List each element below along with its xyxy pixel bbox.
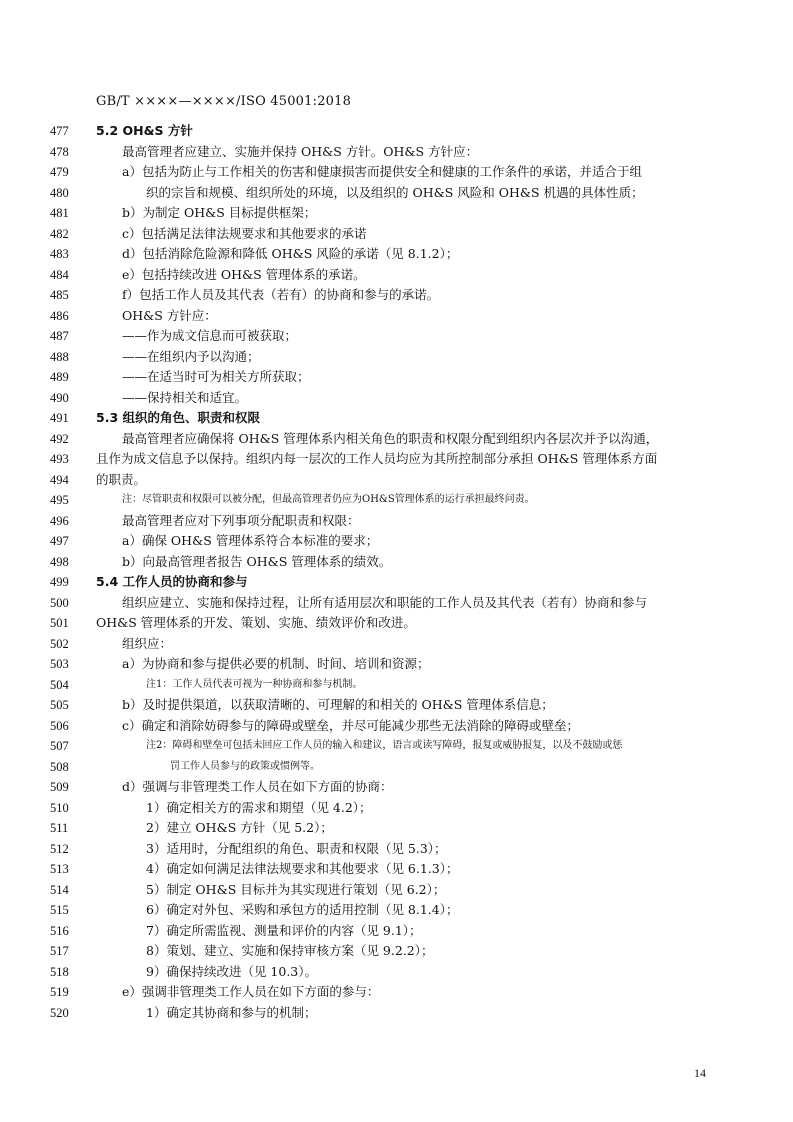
line-text: 最高管理者应确保将 OH&S 管理体系内相关角色的职责和权限分配到组织内各层次并予以沟通，	[122, 430, 659, 446]
line-number: 482	[50, 226, 69, 241]
text-line	[0, 900, 793, 921]
text-line	[0, 203, 793, 224]
line-text: d）强调与非管理类工作人员在如下方面的协商：	[122, 779, 393, 794]
line-text: f）包括工作人员及其代表（若有）的协商和参与的承诺。	[122, 287, 440, 302]
text-line	[0, 183, 793, 204]
line-number: 491	[50, 411, 69, 425]
text-line	[0, 695, 793, 716]
text-line	[0, 142, 793, 163]
line-number: 513	[50, 862, 69, 876]
line-number: 500	[50, 595, 69, 610]
note-text: 注1：工作人员代表可视为一种协商和参与机制。	[146, 678, 363, 690]
text-line	[0, 675, 793, 696]
text-line	[0, 839, 793, 860]
text-line	[0, 880, 793, 901]
line-number: 515	[50, 903, 69, 917]
line-text: b）向最高管理者报告 OH&S 管理体系的绩效。	[122, 553, 392, 569]
line-number: 501	[50, 616, 69, 630]
line-number: 495	[50, 493, 69, 507]
line-text: 1）确定相关方的需求和期望（见 4.2）；	[146, 799, 372, 815]
text-line	[0, 757, 793, 778]
line-number: 519	[50, 985, 69, 999]
line-text: 1）确定其协商和参与的机制；	[146, 1004, 317, 1020]
line-number: 489	[50, 370, 69, 384]
text-line	[0, 285, 793, 306]
line-number: 490	[50, 390, 69, 405]
line-text: 组织应建立、实施和保持过程，让所有适用层次和职能的工作人员及其代表（若有）协商和参与	[122, 594, 648, 610]
text-line	[0, 531, 793, 552]
section-heading: 5.2 OH&S 方针	[96, 123, 193, 138]
text-line	[0, 1003, 793, 1024]
line-text: 2）建立 OH&S 方针（见 5.2）；	[146, 820, 333, 835]
line-number: 516	[50, 923, 69, 938]
line-number: 510	[50, 800, 69, 815]
line-number: 499	[50, 575, 69, 589]
note-text: 罚工作人员参与的政策或惯例等。	[170, 760, 320, 772]
line-text: 8）策划、建立、实施和保持审核方案（见 9.2.2）；	[146, 943, 434, 958]
line-number: 503	[50, 657, 69, 671]
line-number: 483	[50, 247, 69, 261]
line-text: 最高管理者应建立、实施并保持 OH&S 方针。OH&S 方针应：	[122, 143, 479, 159]
note-text: 注：尽管职责和权限可以被分配，但最高管理者仍应为OH&S管理体系的运行承担最终问责。	[122, 494, 535, 505]
text-line	[0, 449, 793, 470]
line-text: 5）制定 OH&S 目标并为其实现进行策划（见 6.2）；	[146, 881, 446, 897]
line-text: 的职责。	[96, 471, 147, 487]
line-text: c）确定和消除妨碍参与的障碍或壁垒，并尽可能减少那些无法消除的障碍或壁垒；	[122, 717, 580, 733]
text-line	[0, 470, 793, 491]
text-line	[0, 962, 793, 983]
line-text: 最高管理者应对下列事项分配职责和权限：	[122, 512, 360, 528]
line-text: e）包括持续改进 OH&S 管理体系的承诺。	[122, 266, 366, 282]
line-number: 493	[50, 452, 69, 466]
line-number: 479	[50, 165, 69, 179]
text-line	[0, 347, 793, 368]
line-text: ——在组织内予以沟通；	[122, 348, 260, 364]
page-number: 14	[694, 1066, 706, 1080]
line-text: OH&S 方针应：	[122, 307, 217, 323]
text-line	[0, 388, 793, 409]
line-number: 496	[50, 513, 69, 528]
text-line	[0, 654, 793, 675]
line-number: 507	[50, 739, 69, 753]
text-line	[0, 736, 793, 757]
text-line	[0, 859, 793, 880]
note-text: 注2：障碍和壁垒可包括未回应工作人员的输入和建议，语言或读写障碍，报复或威胁报复，以及不鼓励或惩	[146, 740, 623, 751]
text-line	[0, 265, 793, 286]
text-line	[0, 552, 793, 573]
text-line	[0, 408, 793, 429]
text-line	[0, 982, 793, 1003]
text-line	[0, 224, 793, 245]
line-number: 480	[50, 185, 69, 200]
section-heading: 5.3 组织的角色、职责和权限	[96, 410, 260, 425]
line-text: a）为协商和参与提供必要的机制、时间、培训和资源；	[122, 656, 430, 671]
text-line	[0, 818, 793, 839]
line-text: OH&S 管理体系的开发、策划、实施、绩效评价和改进。	[96, 615, 416, 630]
line-number: 498	[50, 554, 69, 569]
text-body	[0, 121, 793, 1023]
text-line	[0, 593, 793, 614]
line-number: 511	[50, 821, 69, 835]
text-line	[0, 572, 793, 593]
text-line	[0, 777, 793, 798]
line-number: 518	[50, 964, 69, 979]
line-number: 517	[50, 944, 69, 958]
line-text: ——保持相关和适宜。	[122, 389, 248, 405]
line-text: c）包括满足法律法规要求和其他要求的承诺	[122, 225, 367, 241]
text-line	[0, 716, 793, 737]
line-number: 512	[50, 841, 69, 856]
text-line	[0, 306, 793, 327]
line-text: a）包括为防止与工作相关的伤害和健康损害而提供安全和健康的工作条件的承诺，并适合于组	[122, 164, 642, 179]
line-number: 487	[50, 329, 69, 343]
text-line	[0, 244, 793, 265]
line-number: 506	[50, 718, 69, 733]
line-number: 502	[50, 636, 69, 651]
text-line	[0, 490, 793, 511]
line-number: 514	[50, 882, 69, 897]
line-text: b）为制定 OH&S 目标提供框架；	[122, 205, 317, 220]
text-line	[0, 798, 793, 819]
text-line	[0, 941, 793, 962]
text-line	[0, 921, 793, 942]
page-header: GB/T ××××—××××/ISO 45001:2018	[96, 94, 352, 109]
text-line	[0, 162, 793, 183]
line-number: 477	[50, 124, 69, 138]
line-number: 509	[50, 780, 69, 794]
line-number: 492	[50, 431, 69, 446]
line-number: 494	[50, 472, 69, 487]
line-text: e）强调非管理类工作人员在如下方面的参与：	[122, 984, 380, 999]
text-line	[0, 326, 793, 347]
text-line	[0, 429, 793, 450]
line-text: 4）确定如何满足法律法规要求和其他要求（见 6.1.3）；	[146, 861, 459, 876]
line-number: 484	[50, 267, 69, 282]
text-line	[0, 511, 793, 532]
line-number: 504	[50, 677, 69, 692]
line-text: 7）确定所需监视、测量和评价的内容（见 9.1）；	[146, 922, 422, 938]
line-number: 485	[50, 288, 69, 302]
line-text: 3）适用时，分配组织的角色、职责和权限（见 5.3）；	[146, 840, 447, 856]
line-text: b）及时提供渠道，以获取清晰的、可理解的和相关的 OH&S 管理体系信息；	[122, 697, 554, 712]
text-line	[0, 367, 793, 388]
line-text: 6）确定对外包、采购和承包方的适用控制（见 8.1.4）；	[146, 902, 459, 917]
line-text: ——作为成文信息而可被获取；	[122, 328, 298, 343]
text-line	[0, 634, 793, 655]
line-text: a）确保 OH&S 管理体系符合本标准的要求；	[122, 533, 379, 548]
line-number: 478	[50, 144, 69, 159]
line-text: ——在适当时可为相关方所获取；	[122, 369, 310, 384]
line-number: 497	[50, 534, 69, 548]
line-text: d）包括消除危险源和降低 OH&S 风险的承诺（见 8.1.2）；	[122, 246, 459, 261]
text-line	[0, 613, 793, 634]
line-text: 织的宗旨和规模、组织所处的环境，以及组织的 OH&S 风险和 OH&S 机遇的具体性质；	[146, 184, 644, 200]
line-text: 9）确保持续改进（见 10.3）。	[146, 963, 318, 979]
text-line	[0, 121, 793, 142]
line-text: 组织应：	[122, 635, 173, 651]
line-number: 486	[50, 308, 69, 323]
line-number: 488	[50, 349, 69, 364]
line-number: 505	[50, 698, 69, 712]
line-text: 且作为成文信息予以保持。组织内每一层次的工作人员均应为其所控制部分承担 OH&S 管理体系方面	[96, 451, 658, 466]
section-heading: 5.4 工作人员的协商和参与	[96, 574, 248, 589]
line-number: 508	[50, 759, 69, 774]
line-number: 481	[50, 206, 69, 220]
line-number: 520	[50, 1005, 69, 1020]
